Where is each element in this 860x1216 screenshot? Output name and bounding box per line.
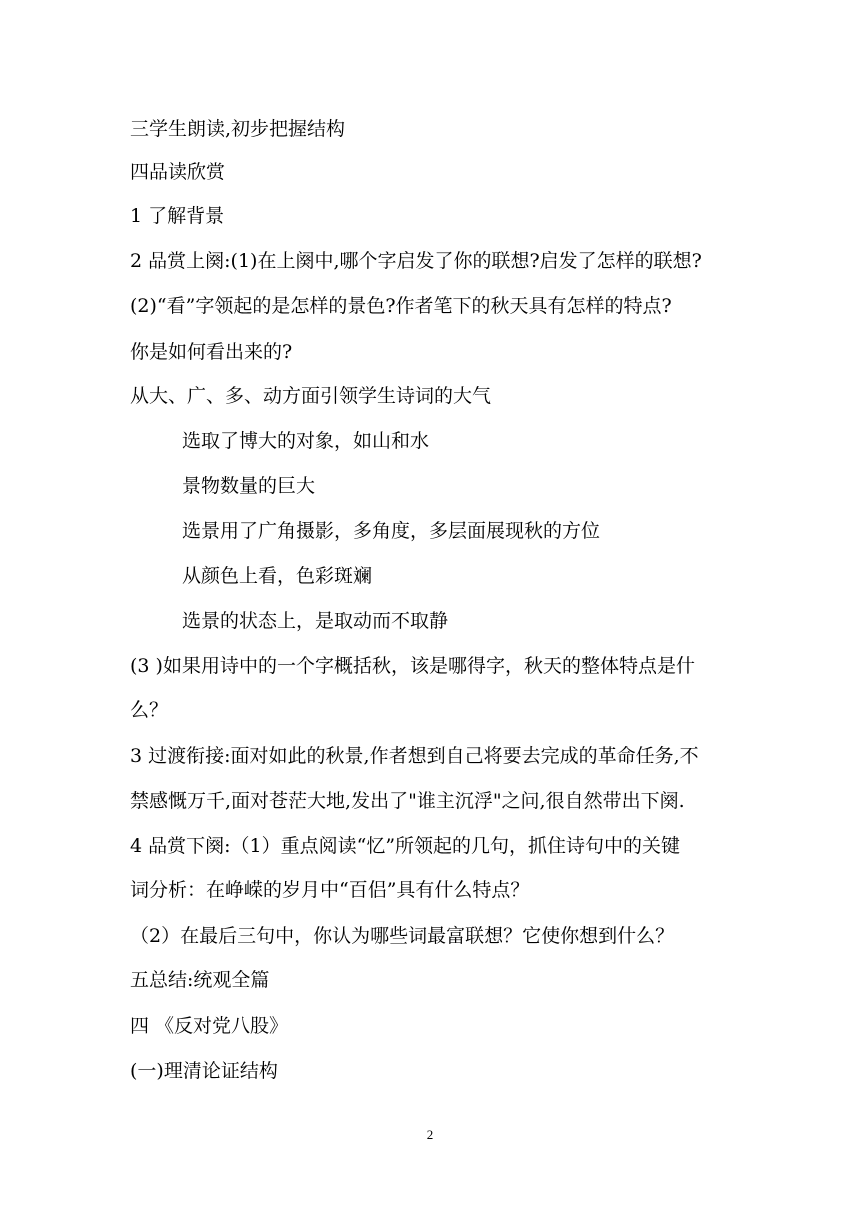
indented-text-line: 从颜色上看，色彩斑斓: [182, 565, 373, 587]
text-line: 禁感慨万千,面对苍茫大地,发出了"谁主沉浮"之问,很自然带出下阕.: [130, 790, 685, 812]
text-line: 五总结:统观全篇: [130, 969, 270, 991]
text-line: 4 品赏下阕:（1）重点阅读“忆”所领起的几句，抓住诗句中的关键: [130, 835, 681, 857]
text-line: 3 过渡衔接:面对如此的秋景,作者想到自己将要去完成的革命任务,不: [130, 745, 699, 767]
text-line: 四品读欣赏: [130, 161, 226, 183]
indented-text-line: 选景的状态上，是取动而不取静: [182, 610, 449, 632]
page-number: 2: [426, 1127, 434, 1142]
text-line: (3 )如果用诗中的一个字概括秋，该是哪得字，秋天的整体特点是什: [130, 655, 695, 677]
text-line: 从大、广、多、动方面引领学生诗词的大气: [130, 385, 492, 407]
text-line: 么？: [130, 699, 169, 721]
text-line: 四 《反对党八股》: [130, 1015, 289, 1037]
indented-text-line: 选景用了广角摄影，多角度，多层面展现秋的方位: [182, 520, 601, 542]
text-line: (2)“看”字领起的是怎样的景色?作者笔下的秋天具有怎样的特点?: [130, 295, 672, 317]
text-line: 2 品赏上阕:(1)在上阕中,哪个字启发了你的联想?启发了怎样的联想?: [130, 250, 702, 272]
text-line: (一)理清论证结构: [130, 1060, 278, 1082]
text-line: 1 了解背景: [130, 205, 225, 227]
indented-text-line: 景物数量的巨大: [182, 475, 316, 497]
text-line: 三学生朗读,初步把握结构: [130, 118, 346, 140]
indented-text-line: 选取了博大的对象，如山和水: [182, 430, 430, 452]
text-line: （2）在最后三句中，你认为哪些词最富联想？它使你想到什么？: [130, 925, 675, 947]
text-line: 词分析：在峥嵘的岁月中“百侣”具有什么特点？: [130, 879, 530, 901]
text-line: 你是如何看出来的?: [130, 341, 293, 363]
